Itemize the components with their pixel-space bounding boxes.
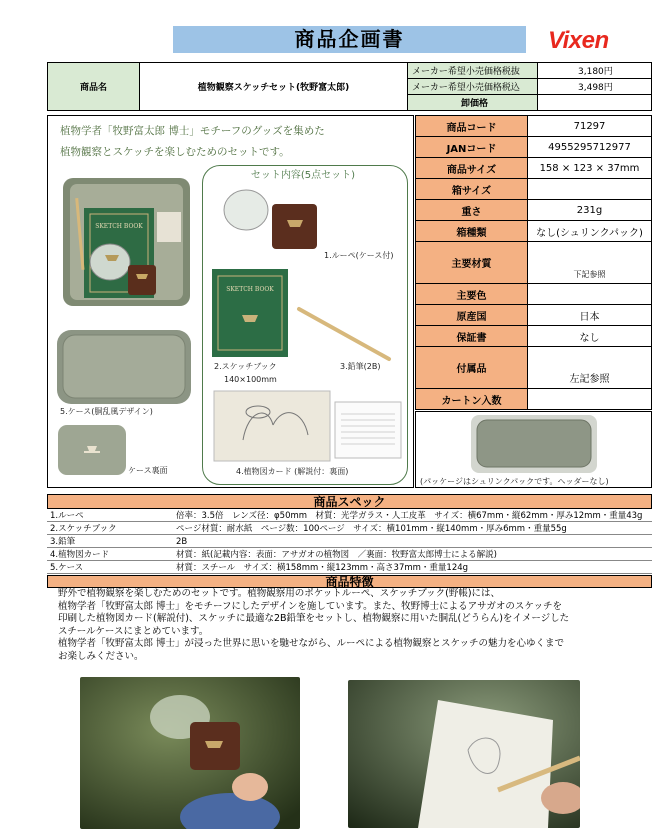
intro-line-1: 植物学者「牧野富太郎 博士」モチーフのグッズを集めた (60, 125, 325, 137)
sketchbook-caption: 2.スケッチブック (214, 362, 277, 371)
spec-label-material: 主要材質 (416, 242, 528, 284)
spec-row-key: 3.鉛筆 (50, 537, 76, 547)
case-back-caption: ケース裏面 (128, 466, 168, 475)
spec-value-jan: 4955295712977 (528, 137, 652, 158)
spec-label-origin: 原産国 (416, 305, 528, 326)
spec-label-box-type: 箱種類 (416, 221, 528, 242)
spec-label-weight: 重さ (416, 200, 528, 221)
spec-label-jan: JANコード (416, 137, 528, 158)
wholesale-label: 卸価格 (408, 95, 538, 111)
spec-value-color (528, 284, 652, 305)
spec-value-size: 158 × 123 × 37mm (528, 158, 652, 179)
price-value-excl: 3,180円 (538, 63, 652, 79)
spec-row-key: 5.ケース (50, 563, 84, 573)
features-title: 商品特徴 (47, 575, 652, 588)
spec-table (415, 115, 652, 410)
spec-label-code: 商品コード (416, 116, 528, 137)
svg-text:SKETCH BOOK: SKETCH BOOK (226, 286, 274, 293)
product-name: 植物観察スケッチセット(牧野富太郎) (140, 63, 408, 111)
package-note: (パッケージはシュリンクパックです。ヘッダーなし) (420, 477, 609, 486)
feature-line: スチールケースにまとめています。 (58, 625, 209, 637)
spec-value-warranty: なし (528, 326, 652, 347)
spec-value-box-type: なし(シュリンクパック) (528, 221, 652, 242)
feature-line: 植物学者「牧野富太郎 博士」が浸った世界に思いを馳せながら、ルーペによる植物観察とスケッチの魅力を心ゆくまで (58, 638, 565, 649)
feature-line: お楽しみください。 (58, 650, 144, 662)
spec-value-material: 下記参照 (528, 242, 652, 284)
spec-row-key: 2.スケッチブック (50, 524, 117, 534)
spec-label-accessories: 付属品 (416, 347, 528, 389)
loupe-caption: 1.ルーペ(ケース付) (324, 251, 394, 260)
spec-label-warranty: 保証書 (416, 326, 528, 347)
loupe-photo (222, 184, 322, 254)
pencil-caption: 3.鉛筆(2B) (340, 362, 381, 371)
case-photo (55, 328, 193, 406)
pencil-photo (295, 305, 395, 365)
case-back-photo (57, 424, 127, 476)
spec-row-value: 2B (176, 537, 188, 547)
spec-row-value: ページ材質：耐水紙 ページ数：100ページ サイズ：横101mm・縦140mm・厚み6mm・重量55g (176, 524, 567, 534)
feature-line: 印刷した植物図カード(解説付)、スケッチに最適な2B鉛筆をセットし、植物観察に用いた胴乱(どうらん)をイメージした (58, 613, 570, 624)
plant-card-photo (213, 390, 403, 462)
price-label-excl: メーカー希望小売価格税抜 (408, 63, 538, 79)
features-text (58, 588, 648, 663)
spec-value-accessories: 左記参照 (528, 347, 652, 389)
spec-row (47, 510, 652, 522)
document-title: 商品企画書 (173, 26, 526, 53)
brand-logo: Vixen (548, 27, 609, 54)
set-contents-title: セット内容(5点セット) (250, 170, 356, 181)
sketchbook-size: 140×100mm (224, 375, 277, 384)
spec-row-key: 1.ルーペ (50, 511, 84, 521)
spec-row-key: 4.植物図カード (50, 550, 110, 560)
sketchbook-photo (210, 267, 290, 359)
spec-value-origin: 日本 (528, 305, 652, 326)
spec-label-color: 主要色 (416, 284, 528, 305)
feature-line: 植物学者「牧野富太郎 博士」をモチーフにしたデザインを施しています。また、牧野博士によるアサガオのスケッチを (58, 600, 562, 612)
spec-row (47, 549, 652, 561)
loupe-usage-photo (80, 677, 300, 829)
intro-text (60, 121, 405, 163)
product-name-label: 商品名 (48, 63, 140, 111)
svg-text:SKETCH BOOK: SKETCH BOOK (95, 223, 143, 230)
spec-row (47, 523, 652, 535)
plant-card-caption: 4.植物図カード (解説付：裏面) (236, 467, 349, 476)
spec-row (47, 536, 652, 548)
spec-value-box-size (528, 179, 652, 200)
spec-value-weight: 231g (528, 200, 652, 221)
price-value-incl: 3,498円 (538, 79, 652, 95)
spec-label-carton: カートン入数 (416, 389, 528, 410)
spec-value-code: 71297 (528, 116, 652, 137)
spec-value-carton (528, 389, 652, 410)
spec-label-box-size: 箱サイズ (416, 179, 528, 200)
case-caption: 5.ケース(胴乱風デザイン) (60, 407, 153, 416)
price-label-incl: メーカー希望小売価格税込 (408, 79, 538, 95)
package-photo (470, 414, 598, 474)
spec-row (47, 562, 652, 574)
wholesale-value (538, 95, 652, 111)
spec-row-value: 倍率：3.5倍 レンズ径：φ50mm 材質：光学ガラス・人工皮革 サイズ：横67mm・縦62mm・厚み12mm・重量43g (176, 511, 643, 521)
header-table (47, 62, 652, 111)
feature-line: 野外で植物観察を楽しむためのセットです。植物観察用のポケットルーペ、スケッチブック(野帳)には、 (58, 588, 501, 599)
spec-row-value: 材質：スチール サイズ：横158mm・縦123mm・高さ37mm・重量124g (176, 563, 469, 573)
tin-photo (60, 170, 195, 310)
intro-line-2: 植物観察とスケッチを楽しむためのセットです。 (60, 146, 290, 158)
spec-section-title: 商品スペック (47, 494, 652, 509)
sketching-photo (348, 680, 580, 828)
spec-row-value: 材質：紙(記載内容：表面：アサガオの植物図 ／裏面：牧野富太郎博士による解説) (176, 550, 497, 560)
spec-label-size: 商品サイズ (416, 158, 528, 179)
